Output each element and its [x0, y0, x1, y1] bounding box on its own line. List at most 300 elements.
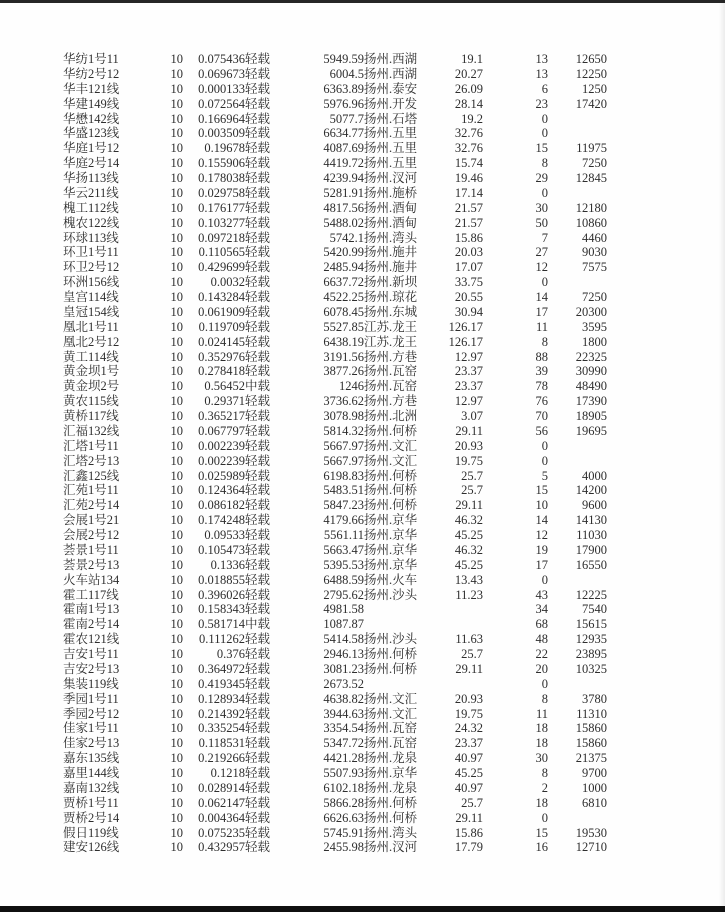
- cell-value: 5488.02: [323, 215, 364, 230]
- cell-load-level: 轻载: [245, 334, 271, 349]
- cell-line-name: 佳家2号13: [63, 736, 120, 751]
- cell-region: 扬州.新坝: [364, 275, 418, 290]
- cell-kv: 10: [170, 156, 183, 171]
- cell-distance: 20.93: [454, 438, 483, 453]
- cell-distance: 26.09: [454, 81, 483, 96]
- cell-distance: 15.74: [454, 156, 483, 171]
- cell-amount: 9600: [582, 498, 607, 513]
- cell-load-level: 轻载: [245, 349, 271, 364]
- cell-amount: 12845: [575, 171, 607, 185]
- cell-distance: 29.11: [455, 661, 483, 676]
- cell-value: 4817.56: [323, 200, 364, 215]
- cell-amount: [548, 112, 607, 127]
- cell-line-name: 环洲156线: [63, 275, 120, 290]
- table-row: [63, 275, 607, 290]
- cell-distance: 45.25: [454, 528, 483, 542]
- cell-count: 43: [535, 587, 548, 602]
- cell-kv: 10: [170, 572, 183, 587]
- cell-line-name: 华建149线: [63, 96, 120, 111]
- cell-load-factor: 0.1336: [210, 557, 245, 572]
- cell-load-factor: 0.0032: [210, 275, 245, 290]
- cell-distance: 32.76: [454, 126, 483, 141]
- cell-value: 6198.83: [323, 468, 364, 483]
- table-row: [63, 439, 607, 454]
- cell-amount: [548, 454, 607, 469]
- cell-load-factor: 0.174248: [198, 513, 245, 528]
- cell-count: 13: [535, 52, 548, 66]
- table-row: [63, 751, 607, 766]
- cell-region: 扬州.瓦窑: [364, 379, 418, 394]
- cell-load-factor: 0.29371: [204, 394, 245, 409]
- cell-load-level: 轻载: [245, 156, 271, 171]
- cell-load-factor: 0.166964: [198, 111, 245, 126]
- cell-amount: 9030: [582, 245, 607, 260]
- table-row: [63, 826, 607, 841]
- cell-distance: 19.75: [454, 453, 483, 468]
- cell-region: 扬州.沙头: [364, 632, 418, 647]
- bottom-edge-border: [0, 906, 725, 912]
- cell-distance: 19.75: [454, 706, 483, 721]
- cell-count: 34: [535, 602, 548, 617]
- cell-region: 扬州.西湖: [364, 66, 418, 81]
- cell-distance: 45.25: [454, 766, 483, 780]
- cell-load-factor: 0.025989: [198, 468, 245, 483]
- table-row: [63, 171, 607, 186]
- cell-load-factor: 0.432957: [198, 840, 245, 855]
- cell-value: 6004.5: [329, 66, 364, 81]
- cell-kv: 10: [170, 721, 183, 736]
- cell-distance: 12.97: [454, 394, 483, 409]
- cell-count: 39: [535, 364, 548, 379]
- cell-amount: 17420: [575, 96, 607, 111]
- table-row: [63, 543, 607, 558]
- cell-load-level: 轻载: [245, 513, 271, 528]
- cell-distance: 17.14: [454, 185, 483, 200]
- cell-value: 2673.52: [323, 676, 364, 691]
- cell-load-factor: 0.118531: [198, 736, 245, 751]
- cell-amount: 1800: [582, 334, 607, 349]
- cell-distance: 32.76: [454, 141, 483, 156]
- cell-count: 29: [535, 171, 548, 185]
- table-row: [63, 320, 607, 335]
- cell-distance: 20.55: [454, 290, 483, 304]
- cell-region: 扬州.京华: [364, 542, 418, 557]
- table-row: [63, 528, 607, 543]
- cell-value: 3736.62: [323, 394, 364, 409]
- cell-amount: 48490: [575, 379, 607, 394]
- cell-region: 扬州.沙头: [364, 587, 418, 602]
- cell-load-factor: 0.002239: [198, 438, 245, 453]
- cell-amount: 16550: [575, 557, 607, 572]
- cell-load-level: 轻载: [245, 96, 271, 111]
- cell-kv: 10: [170, 676, 183, 691]
- cell-region: 扬州.石塔: [364, 111, 418, 126]
- cell-kv: 10: [170, 810, 183, 825]
- cell-kv: 10: [170, 706, 183, 721]
- table-row: [63, 126, 607, 141]
- cell-value: 5414.58: [323, 632, 364, 647]
- cell-kv: 10: [170, 200, 183, 215]
- cell-value: 4239.94: [323, 171, 364, 185]
- cell-load-level: 轻载: [245, 825, 271, 840]
- cell-amount: 9700: [582, 766, 607, 780]
- cell-count: 70: [535, 409, 548, 423]
- cell-load-level: 轻载: [245, 676, 271, 691]
- cell-distance: 21.57: [454, 215, 483, 230]
- cell-region: [364, 617, 428, 632]
- cell-distance: [428, 617, 483, 632]
- cell-load-level: 轻载: [245, 661, 271, 676]
- cell-kv: 10: [170, 438, 183, 453]
- table-row: [63, 112, 607, 127]
- cell-region: 扬州.湾头: [364, 825, 418, 840]
- cell-load-level: 轻载: [245, 483, 271, 498]
- cell-count: 15: [535, 141, 548, 156]
- cell-region: 扬州.文汇: [364, 453, 418, 468]
- table-row: [63, 454, 607, 469]
- cell-load-level: 轻载: [245, 200, 271, 215]
- table-row: [63, 364, 607, 379]
- cell-kv: 10: [170, 542, 183, 557]
- cell-count: 30: [535, 751, 548, 766]
- cell-amount: 15615: [575, 617, 607, 632]
- cell-line-name: 荟景1号11: [63, 542, 119, 557]
- cell-line-name: 槐农122线: [63, 215, 120, 230]
- cell-line-name: 季园1号11: [63, 691, 119, 706]
- cell-load-level: 轻载: [245, 111, 271, 126]
- cell-region: 扬州.京华: [364, 513, 418, 528]
- cell-kv: 10: [170, 290, 183, 304]
- cell-load-factor: 0.581714: [198, 617, 245, 632]
- cell-value: 3877.26: [323, 364, 364, 379]
- cell-amount: 4000: [582, 468, 607, 483]
- cell-region: [364, 677, 428, 692]
- cell-distance: 29.11: [455, 810, 483, 825]
- table-row: [63, 82, 607, 97]
- cell-load-factor: 0.396026: [198, 587, 245, 602]
- cell-value: 5814.32: [323, 423, 364, 438]
- cell-load-level: 轻载: [245, 632, 271, 647]
- cell-load-level: 轻载: [245, 66, 271, 81]
- cell-kv: 10: [170, 230, 183, 245]
- cell-region: 扬州.文汇: [364, 706, 418, 721]
- cell-kv: 10: [170, 647, 183, 661]
- cell-line-name: 黄金坝1号: [63, 364, 120, 379]
- table-row: [63, 260, 607, 275]
- cell-count: 0: [541, 185, 548, 200]
- cell-distance: 19.2: [461, 111, 483, 126]
- cell-kv: 10: [170, 423, 183, 438]
- cell-load-factor: 0.56452: [204, 379, 245, 394]
- cell-load-level: 轻载: [245, 736, 271, 751]
- cell-value: 5667.97: [323, 453, 364, 468]
- cell-load-factor: 0.004364: [198, 810, 245, 825]
- cell-amount: 22325: [575, 349, 607, 364]
- cell-kv: 10: [170, 319, 183, 334]
- cell-region: 扬州.酒甸: [364, 215, 418, 230]
- cell-count: 0: [541, 572, 548, 587]
- cell-region: 扬州.琼花: [364, 290, 418, 304]
- cell-load-level: 轻载: [245, 795, 271, 810]
- cell-region: 扬州.何桥: [364, 483, 418, 498]
- cell-distance: 11.63: [455, 632, 483, 647]
- cell-amount: 15860: [575, 736, 607, 751]
- cell-kv: 10: [170, 617, 183, 632]
- cell-line-name: 汇塔1号11: [63, 438, 119, 453]
- table-row: [63, 290, 607, 305]
- cell-value: 3191.56: [323, 349, 364, 364]
- cell-load-level: 轻载: [245, 453, 271, 468]
- cell-region: 扬州.火车: [364, 572, 418, 587]
- cell-region: 扬州.泰安: [364, 81, 418, 96]
- cell-kv: 10: [170, 334, 183, 349]
- cell-kv: 10: [170, 81, 183, 96]
- cell-load-level: 中载: [245, 379, 271, 394]
- cell-amount: 20300: [575, 304, 607, 319]
- cell-load-factor: 0.124364: [198, 483, 245, 498]
- cell-load-factor: 0.376: [216, 647, 245, 661]
- cell-load-level: 轻载: [245, 647, 271, 661]
- cell-region: 扬州.湾头: [364, 230, 418, 245]
- table-row: [63, 662, 607, 677]
- cell-load-factor: 0.018855: [198, 572, 245, 587]
- cell-amount: 14200: [575, 483, 607, 498]
- cell-distance: 25.7: [461, 483, 483, 498]
- cell-amount: 10325: [575, 661, 607, 676]
- cell-region: [364, 602, 428, 617]
- cell-kv: 10: [170, 825, 183, 840]
- cell-count: 18: [535, 721, 548, 736]
- cell-amount: 21375: [575, 751, 607, 766]
- table-row: [63, 141, 607, 156]
- cell-line-name: 黄桥117线: [63, 409, 119, 423]
- cell-line-name: 嘉南132线: [63, 780, 120, 795]
- cell-kv: 10: [170, 632, 183, 647]
- cell-count: 22: [535, 647, 548, 661]
- cell-count: 8: [541, 334, 548, 349]
- cell-line-name: 嘉东135线: [63, 751, 120, 766]
- cell-line-name: 会展1号21: [63, 513, 120, 528]
- table-body: [63, 52, 607, 855]
- cell-count: 0: [541, 453, 548, 468]
- cell-load-level: 轻载: [245, 215, 271, 230]
- cell-amount: [548, 186, 607, 201]
- cell-amount: 19695: [575, 423, 607, 438]
- cell-value: 2455.98: [323, 840, 364, 855]
- table-row: [63, 558, 607, 573]
- cell-load-factor: 0.003509: [198, 126, 245, 141]
- cell-load-level: 轻载: [245, 706, 271, 721]
- cell-load-level: 轻载: [245, 602, 271, 617]
- cell-load-factor: 0.069673: [198, 66, 245, 81]
- cell-count: 14: [535, 513, 548, 528]
- cell-load-factor: 0.097218: [198, 230, 245, 245]
- cell-value: 3081.23: [323, 661, 364, 676]
- cell-distance: 40.97: [454, 751, 483, 766]
- cell-load-level: 轻载: [245, 141, 271, 156]
- cell-amount: 7575: [582, 260, 607, 275]
- cell-line-name: 华丰121线: [63, 81, 120, 96]
- cell-count: 68: [535, 617, 548, 632]
- cell-kv: 10: [170, 766, 183, 780]
- cell-load-level: 轻载: [245, 528, 271, 542]
- cell-count: 15: [535, 825, 548, 840]
- cell-kv: 10: [170, 453, 183, 468]
- cell-load-factor: 0.105473: [198, 542, 245, 557]
- cell-value: 6637.72: [323, 275, 364, 290]
- cell-kv: 10: [170, 840, 183, 855]
- table-row: [63, 186, 607, 201]
- cell-load-factor: 0.067797: [198, 423, 245, 438]
- cell-kv: 10: [170, 260, 183, 275]
- cell-load-level: 轻载: [245, 438, 271, 453]
- cell-line-name: 嘉里144线: [63, 766, 120, 780]
- cell-count: 30: [535, 200, 548, 215]
- cell-load-factor: 0.352976: [198, 349, 245, 364]
- cell-load-factor: 0.176177: [198, 200, 245, 215]
- cell-value: 4522.25: [323, 290, 364, 304]
- cell-count: 14: [535, 290, 548, 304]
- cell-value: 6634.77: [323, 126, 364, 141]
- cell-value: 4638.82: [323, 691, 364, 706]
- cell-region: 扬州.何桥: [364, 468, 418, 483]
- cell-amount: 17390: [575, 394, 607, 409]
- cell-load-level: 轻载: [245, 557, 271, 572]
- table-row: [63, 52, 607, 67]
- cell-line-name: 假日119线: [63, 825, 119, 840]
- cell-region: 扬州.汊河: [364, 171, 418, 185]
- cell-load-factor: 0.111262: [199, 632, 245, 647]
- cell-load-level: 轻载: [245, 468, 271, 483]
- cell-line-name: 华云211线: [63, 185, 119, 200]
- cell-count: 12: [535, 260, 548, 275]
- cell-region: 扬州.何桥: [364, 498, 418, 513]
- cell-load-level: 轻载: [245, 304, 271, 319]
- table-row: [63, 588, 607, 603]
- cell-load-factor: 0.119709: [198, 319, 245, 334]
- cell-load-factor: 0.429699: [198, 260, 245, 275]
- cell-value: 5281.91: [323, 185, 364, 200]
- cell-region: 扬州.京华: [364, 766, 418, 780]
- cell-load-factor: 0.075235: [198, 825, 245, 840]
- cell-amount: 10860: [575, 215, 607, 230]
- cell-region: 扬州.方巷: [364, 394, 418, 409]
- table-row: [63, 707, 607, 722]
- cell-load-level: 轻载: [245, 245, 271, 260]
- cell-distance: 13.43: [454, 572, 483, 587]
- cell-line-name: 汇塔2号13: [63, 453, 120, 468]
- cell-amount: 19530: [575, 825, 607, 840]
- cell-distance: 19.46: [454, 171, 483, 185]
- table-row: [63, 513, 607, 528]
- cell-load-factor: 0.09533: [204, 528, 245, 542]
- cell-distance: 46.32: [454, 542, 483, 557]
- cell-value: 6363.89: [323, 81, 364, 96]
- cell-line-name: 吉安1号11: [63, 647, 119, 661]
- cell-load-level: 轻载: [245, 810, 271, 825]
- cell-value: 5742.1: [329, 230, 364, 245]
- cell-load-level: 轻载: [245, 587, 271, 602]
- cell-kv: 10: [170, 691, 183, 706]
- cell-load-level: 轻载: [245, 572, 271, 587]
- cell-distance: 17.07: [454, 260, 483, 275]
- cell-line-name: 凰北2号12: [63, 334, 120, 349]
- cell-line-name: 华庭1号12: [63, 141, 120, 156]
- cell-distance: 25.7: [461, 468, 483, 483]
- cell-distance: 46.32: [454, 513, 483, 528]
- cell-region: 扬州.开发: [364, 96, 418, 111]
- cell-load-level: 轻载: [245, 185, 271, 200]
- cell-region: 扬州.瓦窑: [364, 364, 418, 379]
- cell-load-level: 轻载: [245, 766, 271, 780]
- cell-distance: 11.23: [455, 587, 483, 602]
- cell-amount: 14130: [575, 513, 607, 528]
- cell-count: 16: [535, 840, 548, 855]
- cell-distance: 126.17: [448, 319, 483, 334]
- cell-amount: 1250: [582, 81, 607, 96]
- cell-kv: 10: [170, 185, 183, 200]
- cell-count: 17: [535, 557, 548, 572]
- table-row: [63, 424, 607, 439]
- cell-value: 6626.63: [323, 810, 364, 825]
- table-row: [63, 350, 607, 365]
- cell-region: 扬州.施桥: [364, 185, 418, 200]
- cell-distance: 20.27: [454, 66, 483, 81]
- cell-value: 2946.13: [323, 647, 364, 661]
- cell-load-factor: 0.072564: [198, 96, 245, 111]
- cell-line-name: 槐工112线: [63, 200, 119, 215]
- cell-line-name: 荟景2号13: [63, 557, 120, 572]
- cell-value: 5745.91: [323, 825, 364, 840]
- table-row: [63, 394, 607, 409]
- cell-load-level: 轻载: [245, 840, 271, 855]
- cell-distance: 29.11: [455, 423, 483, 438]
- cell-value: 3944.63: [323, 706, 364, 721]
- cell-load-factor: 0.029758: [198, 185, 245, 200]
- cell-region: 扬州.何桥: [364, 423, 418, 438]
- cell-line-name: 凰北1号11: [63, 319, 119, 334]
- table-row: [63, 498, 607, 513]
- table-row: [63, 245, 607, 260]
- cell-region: 扬州.瓦窑: [364, 721, 418, 736]
- cell-count: 23: [535, 96, 548, 111]
- cell-distance: 33.75: [454, 275, 483, 290]
- cell-line-name: 黄金坝2号: [63, 379, 120, 394]
- cell-region: 江苏.龙王: [364, 319, 418, 334]
- cell-value: 5077.7: [329, 111, 364, 126]
- cell-region: 扬州.文汇: [364, 438, 418, 453]
- table-row: [63, 840, 607, 855]
- cell-load-factor: 0.000133: [198, 81, 245, 96]
- cell-amount: 12250: [575, 66, 607, 81]
- cell-count: 0: [541, 275, 548, 290]
- cell-count: 15: [535, 483, 548, 498]
- cell-kv: 10: [170, 245, 183, 260]
- cell-line-name: 贾桥2号14: [63, 810, 120, 825]
- cell-distance: 30.94: [454, 304, 483, 319]
- cell-value: 4087.69: [323, 141, 364, 156]
- cell-load-factor: 0.075436: [198, 52, 245, 66]
- cell-line-name: 汇鑫125线: [63, 468, 120, 483]
- cell-region: 扬州.东城: [364, 304, 418, 319]
- cell-distance: 45.25: [454, 557, 483, 572]
- cell-value: 5667.97: [323, 438, 364, 453]
- table-row: [63, 201, 607, 216]
- cell-amount: 1000: [582, 780, 607, 795]
- cell-distance: 19.1: [461, 52, 483, 66]
- cell-kv: 10: [170, 483, 183, 498]
- cell-value: 5561.11: [323, 528, 364, 542]
